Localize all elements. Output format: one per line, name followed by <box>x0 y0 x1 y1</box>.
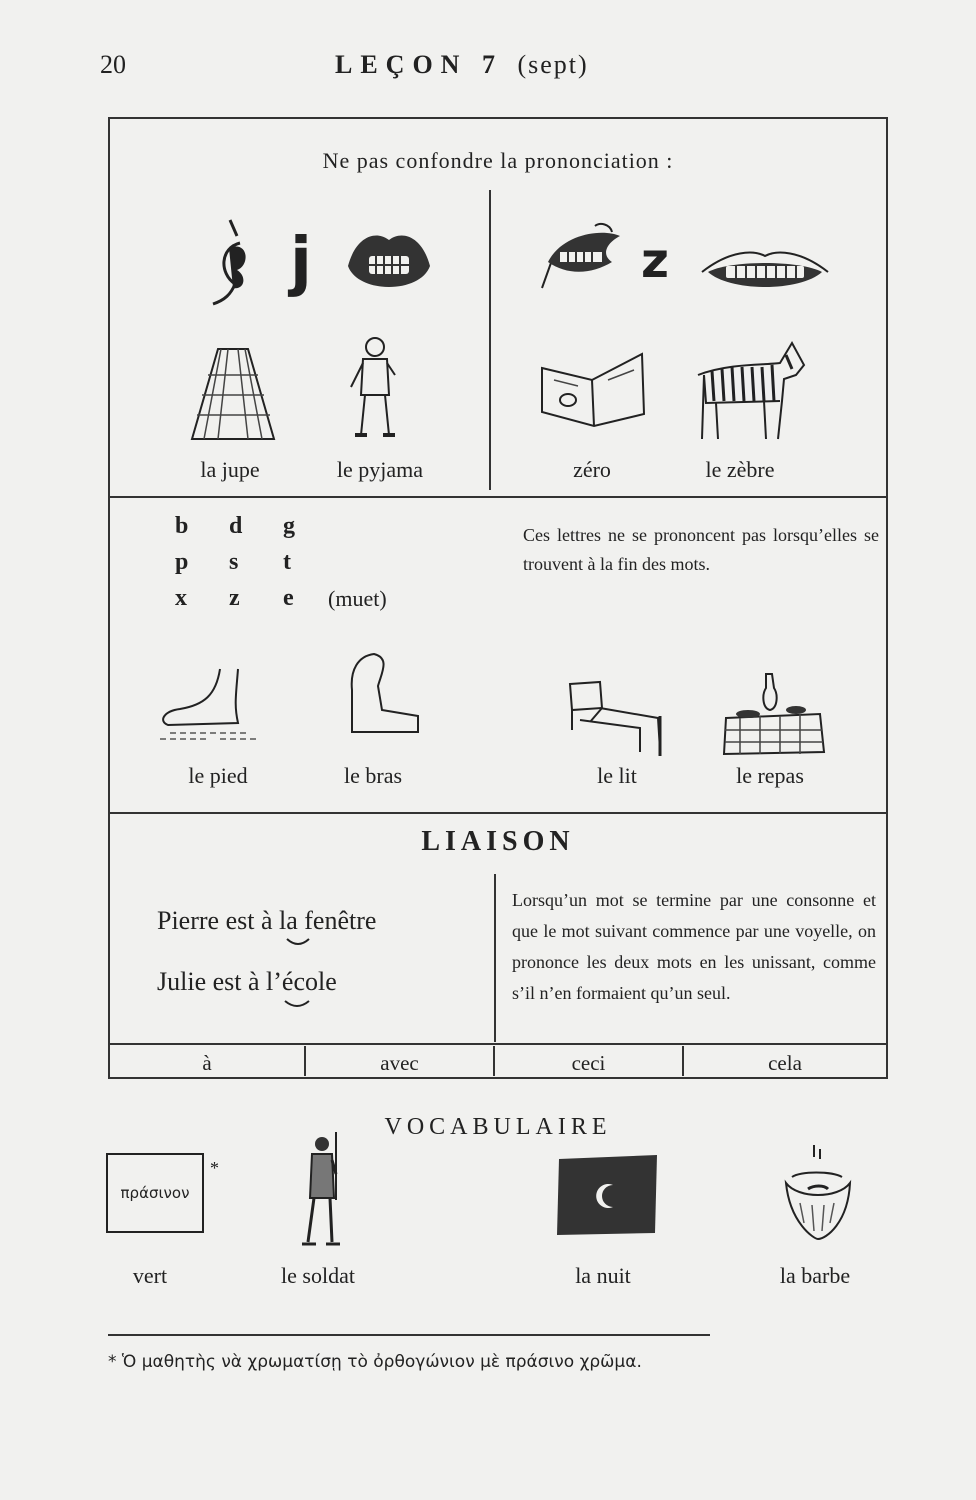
word-le-lit: le lit <box>597 763 637 788</box>
liaison-title: LIAISON <box>421 826 575 857</box>
front-mouth-z-icon <box>700 240 830 298</box>
lesson-subtitle: (sept) <box>517 50 589 79</box>
vocab-word-la-barbe: la barbe <box>779 1263 851 1288</box>
letter: g <box>283 513 295 539</box>
pronunciation-intro: Ne pas confondre la prononciation : <box>322 148 674 173</box>
vocab-word-la-nuit: la nuit <box>575 1263 631 1288</box>
liaison-arc-icon <box>283 999 311 1011</box>
letter: s <box>229 549 239 575</box>
liaison-example: Julie est à l’école <box>157 967 337 996</box>
asterisk: * <box>210 1158 219 1178</box>
page-number: 20 <box>100 50 126 79</box>
soldier-icon <box>298 1130 348 1252</box>
arm-icon <box>338 650 428 740</box>
side-mouth-z-icon <box>540 222 626 292</box>
divider <box>108 812 888 814</box>
word-cell: cela <box>768 1051 802 1075</box>
footnote: * Ὁ μαθητὴς νὰ χρωματίσῃ τὸ ὀρθογώνιον μὲ πράσινο χρῶμα. <box>108 1352 642 1372</box>
color-box: πράσινον <box>106 1153 204 1233</box>
foot-icon <box>150 665 270 745</box>
letter: d <box>229 513 243 539</box>
letter: b <box>175 513 189 539</box>
skirt-icon <box>188 345 278 445</box>
word-zero: zéro <box>573 457 611 482</box>
word-cell: à <box>202 1051 212 1075</box>
muet-label: (muet) <box>328 586 387 611</box>
vocabulaire-title: VOCABULAIRE <box>384 1114 612 1140</box>
letters-row <box>175 544 337 580</box>
letters-row <box>175 580 337 616</box>
night-icon <box>553 1153 661 1237</box>
word-le-repas: le repas <box>736 763 804 788</box>
book-zero-icon <box>538 350 648 430</box>
liaison-note: Lorsqu’un mot se termine par une consonne et que le mot suivant commence par une voyelle, on prononce les deux mots en les unissant, comme s’il n’en formaient qu’un seul. <box>512 890 876 1003</box>
vocab-word-vert: vert <box>132 1263 168 1288</box>
beard-icon <box>778 1143 858 1243</box>
letter: t <box>283 549 291 575</box>
boy-pyjama-icon <box>345 335 405 445</box>
bed-icon <box>560 680 670 760</box>
letter: e <box>283 585 294 611</box>
side-mouth-j-icon <box>205 218 295 308</box>
page-title <box>335 50 589 80</box>
liaison-example: Pierre est à la fenêtre <box>157 906 377 935</box>
divider <box>494 874 496 1042</box>
word-cell: ceci <box>571 1051 606 1075</box>
letters-row <box>175 508 337 544</box>
divider <box>489 190 491 490</box>
letter: p <box>175 549 189 575</box>
zebra-icon <box>688 335 810 447</box>
meal-table-icon <box>720 668 830 760</box>
word-le-pied: le pied <box>188 763 248 788</box>
word-le-bras: le bras <box>343 763 403 788</box>
word-la-jupe: la jupe <box>200 457 260 482</box>
letter-z: z <box>641 233 669 289</box>
word-cell: avec <box>380 1051 419 1075</box>
divider <box>108 496 888 498</box>
lesson-title: LEÇON 7 <box>335 50 503 79</box>
divider <box>108 1043 888 1045</box>
footnote-rule <box>108 1334 710 1336</box>
front-mouth-j-icon <box>346 228 432 298</box>
letter-j: j <box>290 225 312 299</box>
letter: z <box>229 585 240 611</box>
liaison-arc-icon <box>285 937 311 949</box>
vocab-word-le-soldat: le soldat <box>281 1263 355 1288</box>
word-le-pyjama: le pyjama <box>336 457 424 482</box>
silent-letters-note: Ces lettres ne se prononcent pas lorsqu’elles se trouvent à la fin des mots. <box>523 525 879 574</box>
silent-letters-grid <box>175 508 337 616</box>
word-le-zebre: le zèbre <box>705 457 775 482</box>
letter: x <box>175 585 187 611</box>
